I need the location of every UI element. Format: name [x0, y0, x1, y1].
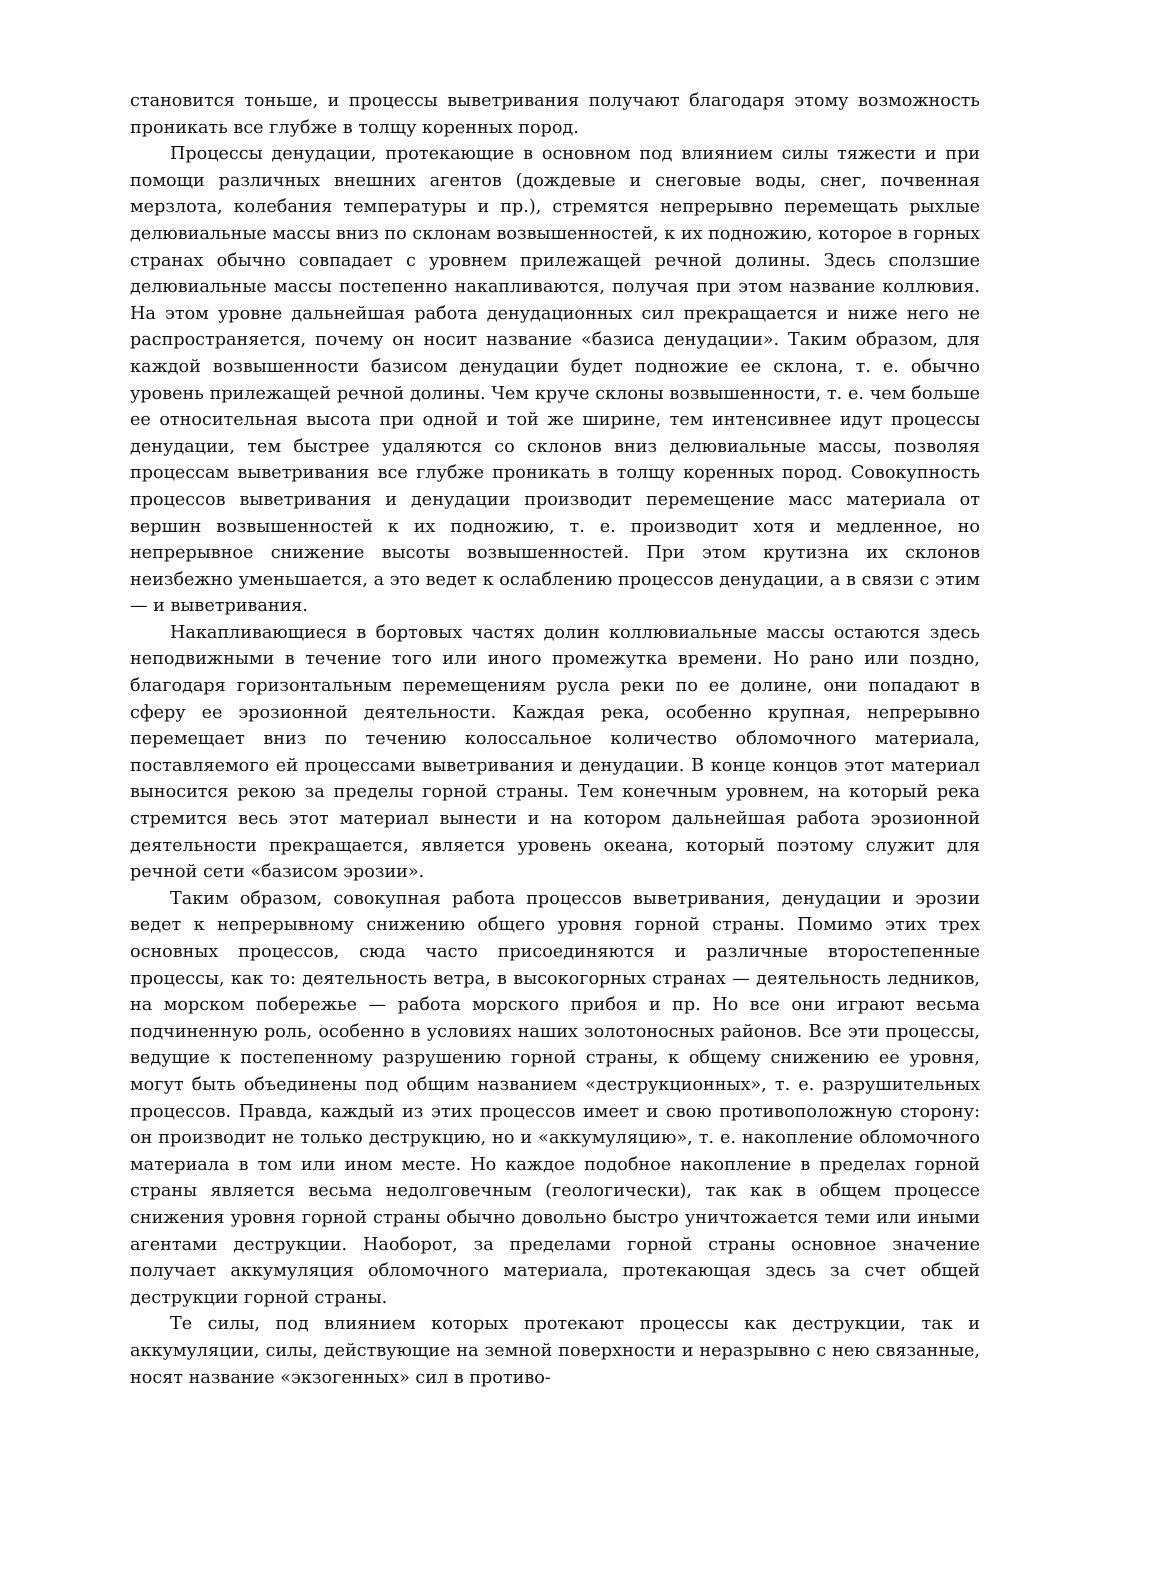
- paragraph-4: Таким образом, совокупная работа процессов выветривания, денудации и эрозии ведет к непрерывному снижению общего уровня горной страны. Помимо этих трех основных процессов, сюда часто присоединяются и различные второстепенные процессы, как то: деятельность ветра, в высокогорных странах — деятельность ледников, на морском побережье — работа морского прибоя и пр. Но все они играют весьма подчиненную роль, особенно в условиях наших золотоносных районов. Все эти процессы, ведущие к постепенному разрушению горной страны, к общему снижению ее уровня, могут быть объединены под общим названием «деструкционных», т. е. разрушительных процессов. Правда, каждый из этих процессов имеет и свою противоположную сторону: он производит не только деструкцию, но и «аккумуляцию», т. е. накопление обломочного материала в том или ином месте. Но каждое подобное накопление в пределах горной страны является весьма недолговечным (геологически), так как в общем процессе снижения уровня горной страны обычно довольно быстро уничтожается теми или иными агентами деструкции. Наоборот, за пределами горной страны основное значение получает аккумуляция обломочного материала, протекающая здесь за счет общей деструкции горной страны.: [130, 888, 980, 1308]
- paragraph-3: Накапливающиеся в бортовых частях долин коллювиальные массы остаются здесь неподвижными в течение того или иного промежутка времени. Но рано или поздно, благодаря горизонтальным перемещениям русла реки по ее долине, они попадают в сферу ее эрозионной деятельности. Каждая река, особенно крупная, непрерывно перемещает вниз по течению колоссальное количество обломочного материала, поставляемого ей процессами выветривания и денудации. В конце концов этот материал выносится рекою за пределы горной страны. Тем конечным уровнем, на который река стремится весь этот материал вынести и на котором дальнейшая работа эрозионной деятельности прекращается, является уровень океана, который поэтому служит для речной сети «базисом эрозии».: [130, 622, 980, 883]
- paragraph-2: Процессы денудации, протекающие в основном под влиянием силы тяжести и при помощи различных внешних агентов (дождевые и снеговые воды, снег, почвенная мерзлота, колебания температуры и пр.), стремятся непрерывно перемещать рыхлые делювиальные массы вниз по склонам возвышенностей, к их подножию, которое в горных странах обычно совпадает с уровнем прилежащей речной долины. Здесь сползшие делювиальные массы постепенно накапливаются, получая при этом название коллювия. На этом уровне дальнейшая работа денудационных сил прекращается и ниже него не распространяется, почему он носит название «базиса денудации». Таким образом, для каждой возвышенности базисом денудации будет подножие ее склона, т. е. обычно уровень прилежащей речной долины. Чем круче склоны возвышенности, т. е. чем больше ее относительная высота при одной и той же ширине, тем интенсивнее идут процессы денудации, тем быстрее удаляются со склонов вниз делювиальные массы, позволяя процессам выветривания все глубже проникать в толщу коренных пород. Совокупность процессов выветривания и денудации производит перемещение масс материала от вершин возвышенностей к их подножию, т. е. производит хотя и медленное, но непрерывное снижение высоты возвышенностей. При этом крутизна их склонов неизбежно уменьшается, а это ведет к ослаблению процессов денудации, а в связи с этим — и выветривания.: [130, 144, 980, 617]
- paragraph-5: Те силы, под влиянием которых протекают процессы как деструкции, так и аккумуляции, силы, действующие на земной поверхности и неразрывно с нею связанные, носят название «экзогенных» сил в противо-: [130, 1314, 980, 1388]
- page-text-body: [130, 88, 980, 1391]
- paragraph-1: становится тоньше, и процессы выветривания получают благодаря этому возможность проникать все глубже в толщу коренных пород.: [130, 91, 980, 138]
